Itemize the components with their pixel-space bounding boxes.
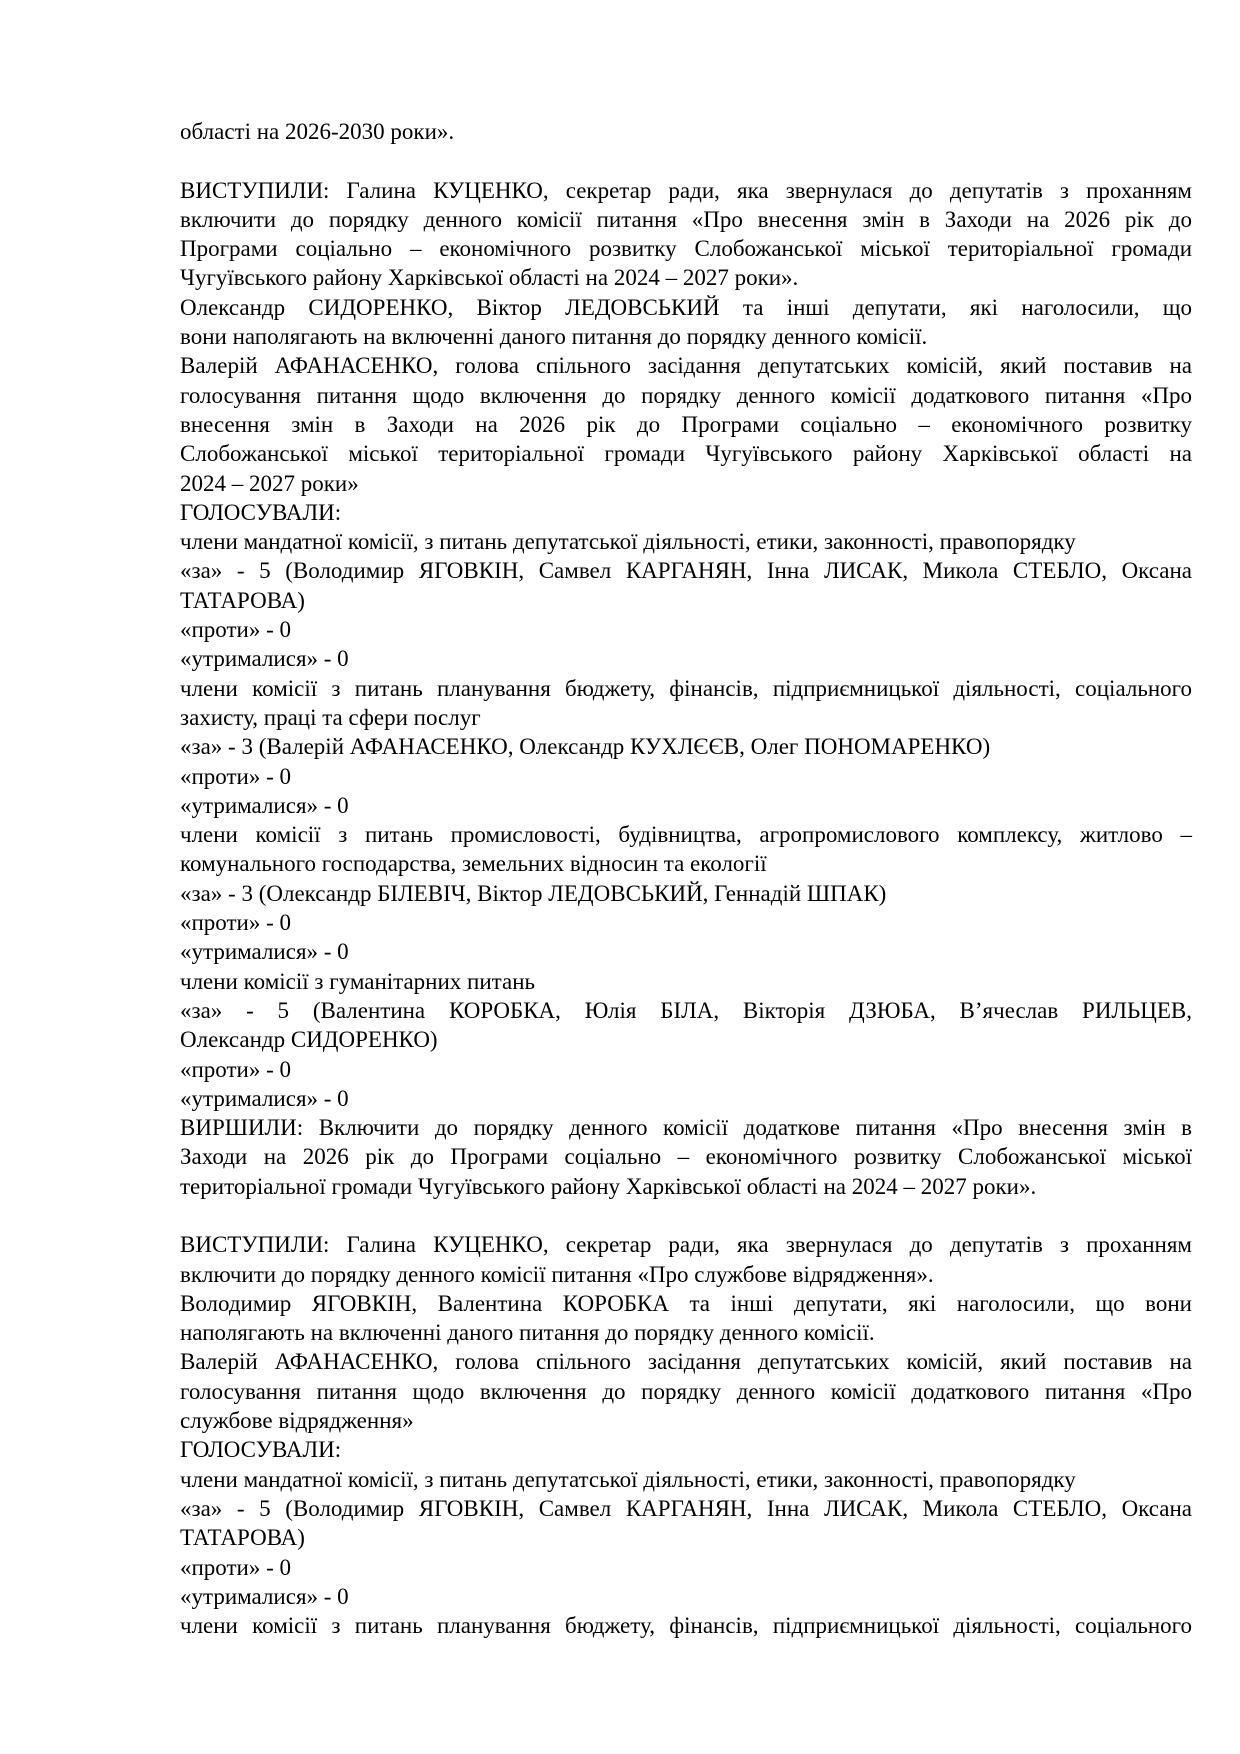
text-line: Олександр СИДОРЕНКО) <box>180 1027 438 1053</box>
text-line: члени мандатної комісії, з питань депутатської діяльності, етики, законності, правопорядку <box>180 529 1076 555</box>
text-line: Слобожанської міської територіальної громади Чугуївського району Харківської області на <box>180 441 1192 467</box>
text-line: включити до порядку денного комісії питання «Про внесення змін в Заходи на 2026 рік до <box>180 206 1192 232</box>
text-line: наполягають на включенні даного питання до порядку денного комісії. <box>180 1320 875 1346</box>
text-line: «утрималися» - 0 <box>180 792 349 818</box>
text-line: Програми соціально – економічного розвитку Слобожанської міської територіальної громади <box>180 236 1192 262</box>
text-line: ВИСТУПИЛИ: Галина КУЦЕНКО, секретар ради, яка звернулася до депутатів з проханням <box>180 1232 1192 1258</box>
text-line: члени мандатної комісії, з питань депутатської діяльності, етики, законності, правопорядку <box>180 1466 1076 1492</box>
text-line: Олександр СИДОРЕНКО, Віктор ЛЕДОВСЬКИЙ та інші депутати, які наголосили, що <box>180 294 1192 320</box>
text-line: 2024 – 2027 роки» <box>180 470 359 496</box>
text-line: Заходи на 2026 рік до Програми соціально – економічного розвитку Слобожанської міської <box>180 1144 1192 1170</box>
text-line: «проти» - 0 <box>180 1554 292 1580</box>
blank-line <box>180 1201 1192 1230</box>
text-line: члени комісії з питань промисловості, будівництва, агропромислового комплексу, житлово – <box>180 822 1192 848</box>
text-line: комунального господарства, земельних відносин та екології <box>180 851 767 877</box>
text-line: «утрималися» - 0 <box>180 646 349 672</box>
text-line: Володимир ЯГОВКІН, Валентина КОРОБКА та інші депутати, які наголосили, що вони <box>180 1290 1192 1316</box>
text-line: ГОЛОСУВАЛИ: <box>180 499 342 525</box>
text-line: «проти» - 0 <box>180 617 292 643</box>
text-line: службове відрядження» <box>180 1408 414 1434</box>
text-line: захисту, праці та сфери послуг <box>180 704 481 730</box>
text-line: «утрималися» - 0 <box>180 1583 349 1609</box>
text-line: Чугуївського району Харківської області на 2024 – 2027 роки». <box>180 265 799 291</box>
text-line: внесення змін в Заходи на 2026 рік до Програми соціально – економічного розвитку <box>180 411 1192 437</box>
text-line: територіальної громади Чугуївського району Харківської області на 2024 – 2027 роки». <box>180 1173 1037 1199</box>
text-line: Валерій АФАНАСЕНКО, голова спільного засідання депутатських комісій, який поставив на <box>180 1349 1192 1375</box>
text-line: «за» - 5 (Володимир ЯГОВКІН, Самвел КАРГАНЯН, Інна ЛИСАК, Микола СТЕБЛО, Оксана <box>180 1495 1192 1521</box>
text-line: «проти» - 0 <box>180 910 292 936</box>
text-line: «за» - 3 (Олександр БІЛЕВІЧ, Віктор ЛЕДОВСЬКИЙ, Геннадій ШПАК) <box>180 880 887 906</box>
text-line: члени комісії з питань планування бюджету, фінансів, підприємницької діяльності, соціального <box>180 675 1192 701</box>
text-line: ГОЛОСУВАЛИ: <box>180 1437 342 1463</box>
text-line: області на 2026-2030 роки». <box>180 119 455 144</box>
text-line: члени комісії з питань планування бюджету, фінансів, підприємницької діяльності, соціального <box>180 1613 1192 1639</box>
text-line: Валерій АФАНАСЕНКО, голова спільного засідання депутатських комісій, який поставив на <box>180 353 1192 379</box>
text-line: включити до порядку денного комісії питання «Про службове відрядження». <box>180 1261 934 1287</box>
text-line: члени комісії з гуманітарних питань <box>180 968 536 994</box>
text-line: «за» - 3 (Валерій АФАНАСЕНКО, Олександр КУХЛЄЄВ, Олег ПОНОМАРЕНКО) <box>180 734 991 760</box>
text-line: «утрималися» - 0 <box>180 1085 349 1111</box>
text-line: «проти» - 0 <box>180 1056 292 1082</box>
text-line: ВИРШИЛИ: Включити до порядку денного комісії додаткове питання «Про внесення змін в <box>180 1115 1192 1141</box>
text-line: голосування питання щодо включення до порядку денного комісії додаткового питання «Про <box>180 1378 1192 1404</box>
text-line: голосування питання щодо включення до порядку денного комісії додаткового питання «Про <box>180 382 1192 408</box>
text-line: «за» - 5 (Валентина КОРОБКА, Юлія БІЛА, Вікторія ДЗЮБА, В’ячеслав РИЛЬЦЕВ, <box>180 997 1192 1023</box>
text-line: ТАТАРОВА) <box>180 587 305 613</box>
text-line: «за» - 5 (Володимир ЯГОВКІН, Самвел КАРГАНЯН, Інна ЛИСАК, Микола СТЕБЛО, Оксана <box>180 558 1192 584</box>
text-line: «проти» - 0 <box>180 763 292 789</box>
text-line: ТАТАРОВА) <box>180 1525 305 1551</box>
text-line: «утрималися» - 0 <box>180 939 349 965</box>
text-line: вони наполягають на включенні даного питання до порядку денного комісії. <box>180 324 928 350</box>
blank-line <box>180 146 1192 175</box>
text-line: ВИСТУПИЛИ: Галина КУЦЕНКО, секретар ради, яка звернулася до депутатів з проханням <box>180 177 1192 203</box>
document-page <box>180 117 1192 1640</box>
